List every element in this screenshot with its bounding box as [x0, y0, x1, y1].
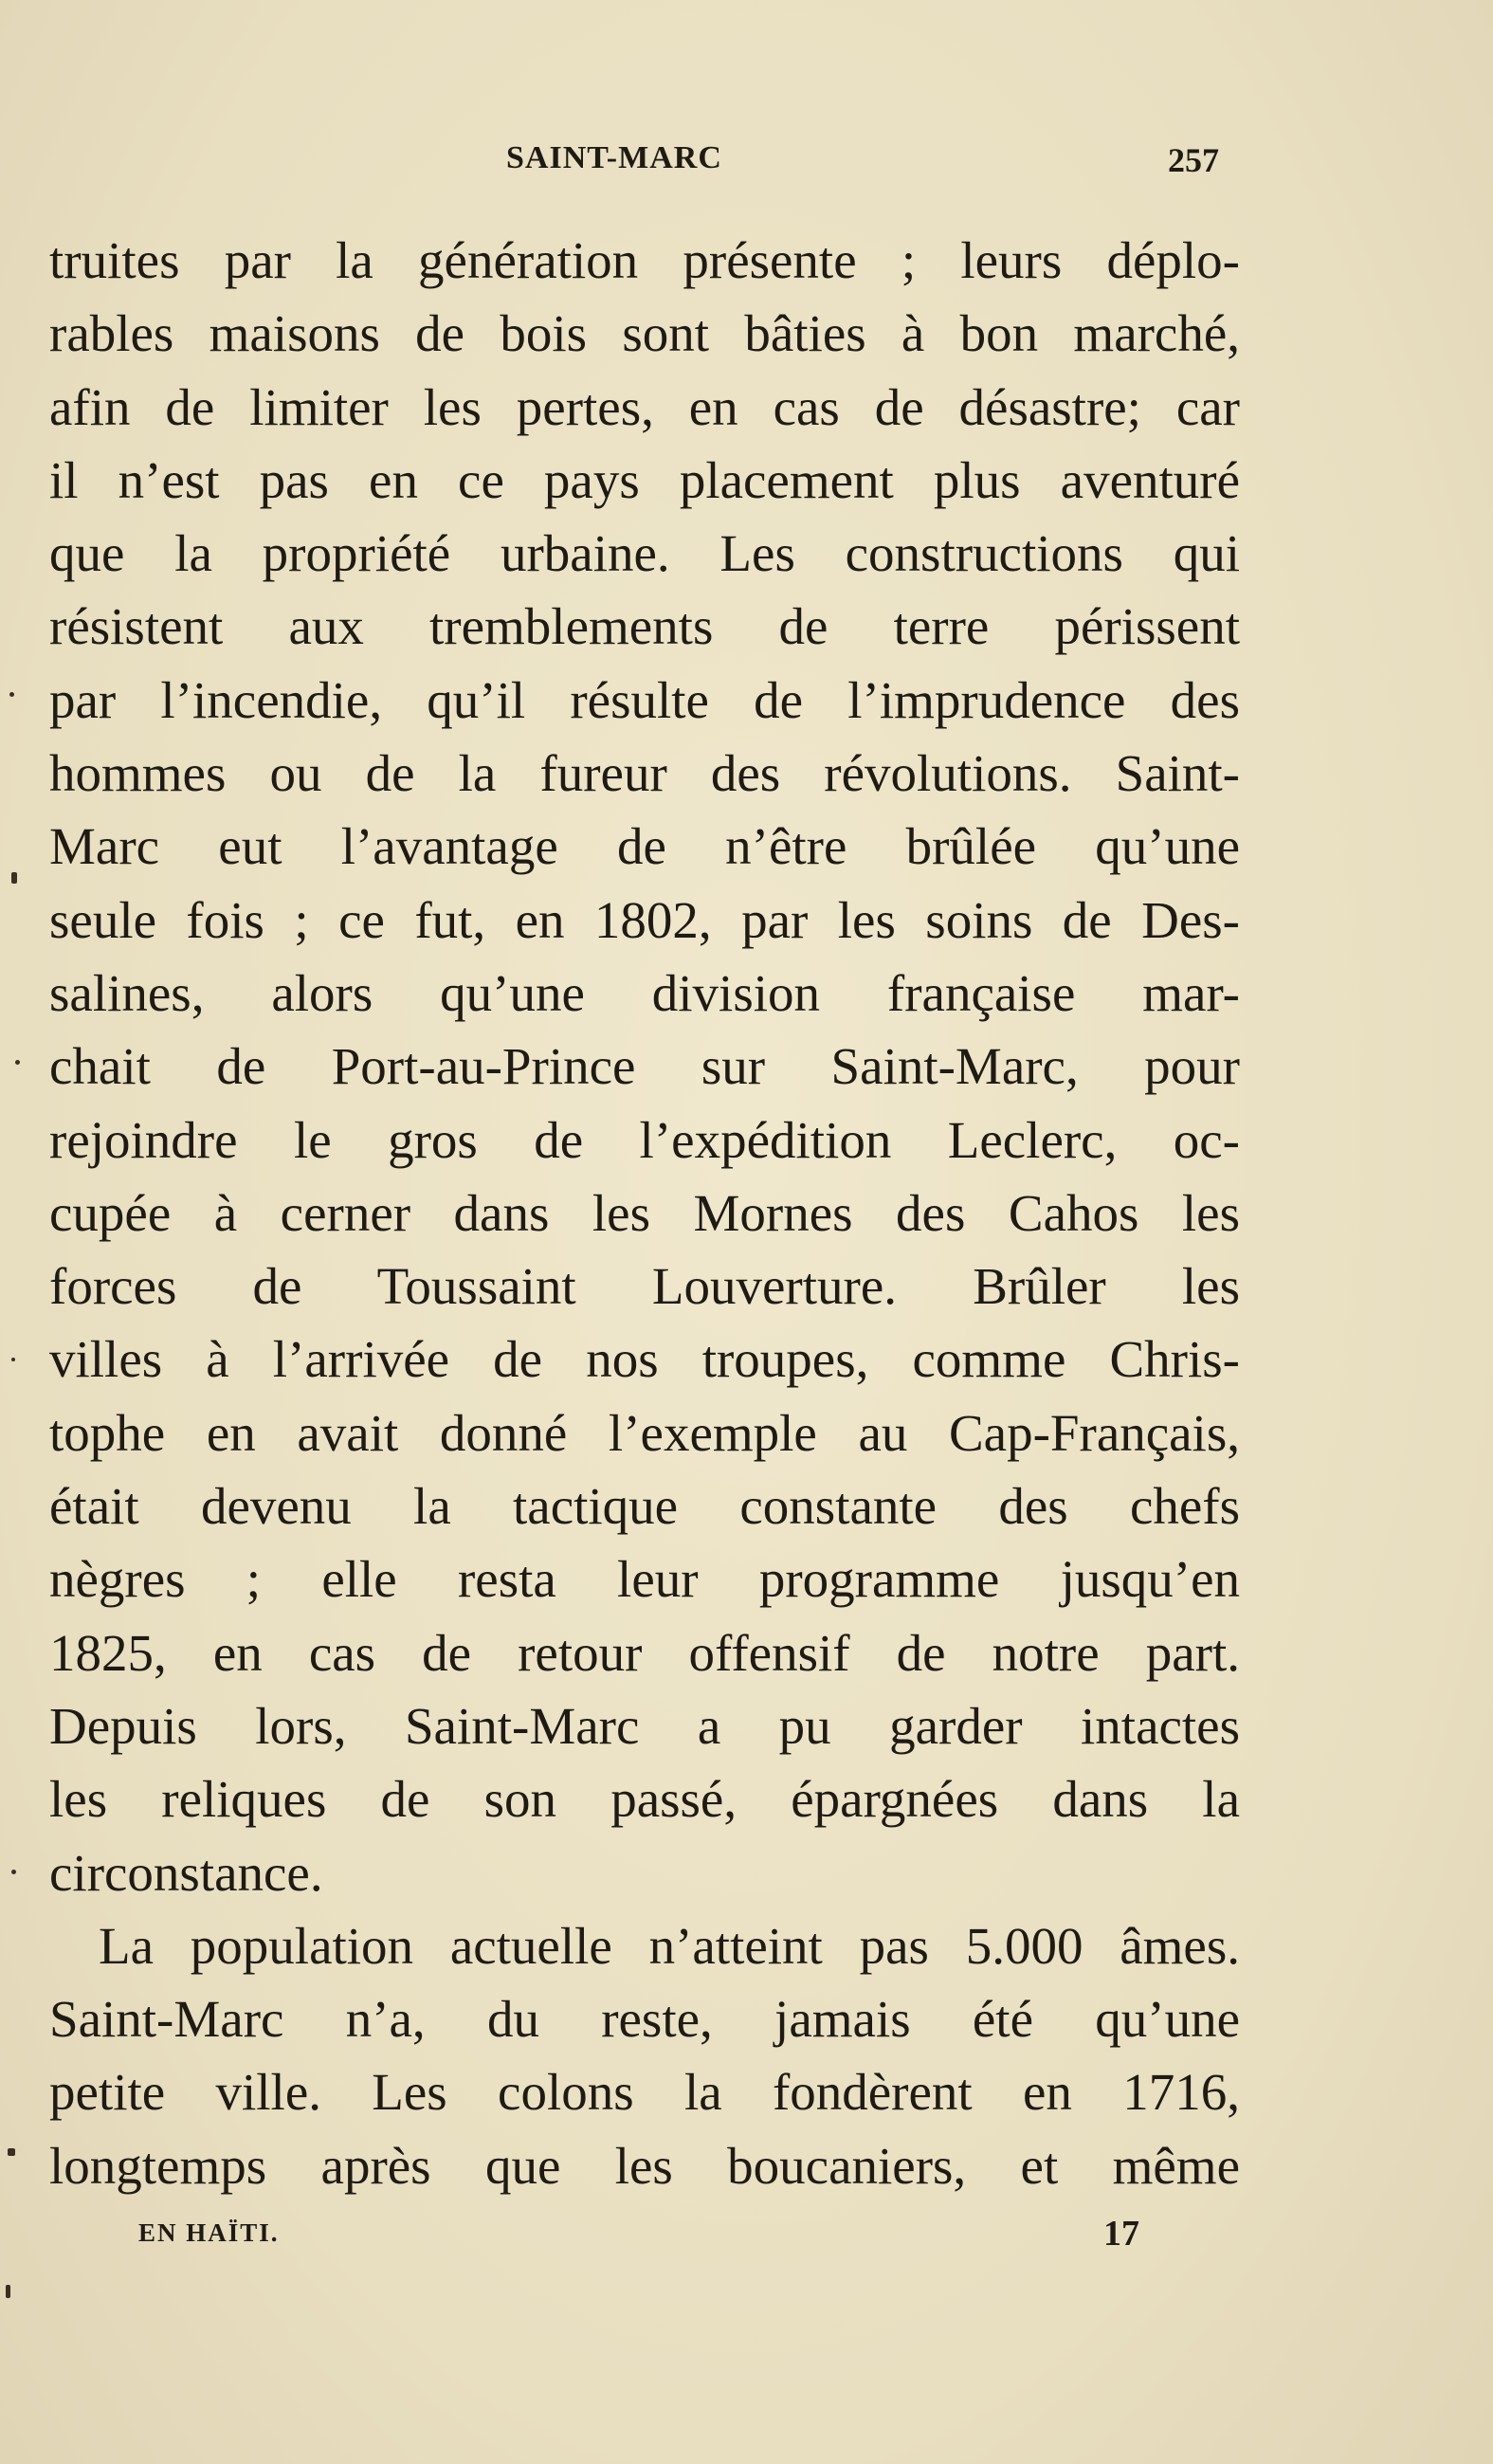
text-line: Saint-Marc n’a, du reste, jamais été qu’une [49, 1990, 1240, 2049]
ink-speck [11, 872, 17, 884]
paragraph-start-line: La population actuelle n’atteint pas 5.000 âmes. [99, 1916, 1240, 1975]
ink-speck [9, 692, 14, 697]
text-line: il n’est pas en ce pays placement plus aventuré [49, 450, 1240, 509]
text-line: rables maisons de bois sont bâties à bon marché, [49, 304, 1240, 363]
page-number: 257 [1168, 141, 1219, 179]
text-line: les reliques de son passé, épargnées dans la [49, 1770, 1240, 1829]
ink-speck [11, 1358, 15, 1361]
signature-row [0, 2214, 1493, 2266]
signature-number: 17 [1103, 2214, 1139, 2254]
text-line: 1825, en cas de retour offensif de notre part. [49, 1623, 1240, 1682]
ink-speck [8, 2148, 15, 2156]
text-line: résistent aux tremblements de terre périssent [49, 597, 1240, 656]
text-line: villes à l’arrivée de nos troupes, comme Chris- [49, 1330, 1240, 1389]
text-line: rejoindre le gros de l’expédition Leclerc, oc- [49, 1110, 1240, 1169]
text-line: salines, alors qu’une division française mar- [49, 963, 1240, 1022]
text-line: forces de Toussaint Louverture. Brûler les [49, 1257, 1240, 1316]
running-head [0, 140, 1493, 188]
text-line: cupée à cerner dans les Mornes des Cahos les [49, 1183, 1240, 1242]
ink-speck [15, 1060, 20, 1065]
text-line: hommes ou de la fureur des révolutions. Saint- [49, 744, 1240, 803]
text-line: Marc eut l’avantage de n’être brûlée qu’une [49, 817, 1240, 876]
text-line: circonstance. [49, 1843, 323, 1902]
ink-speck [6, 2285, 10, 2298]
text-line: longtemps après que les boucaniers, et même [49, 2136, 1240, 2195]
body-text [49, 224, 1240, 2202]
text-line: seule fois ; ce fut, en 1802, par les soins de Des- [49, 890, 1240, 949]
text-line: nègres ; elle resta leur programme jusqu’en [49, 1550, 1240, 1609]
ink-speck [11, 1870, 16, 1874]
text-line: tophe en avait donné l’exemple au Cap-Français, [49, 1403, 1240, 1462]
text-line: afin de limiter les pertes, en cas de désastre; car [49, 377, 1240, 436]
text-line: que la propriété urbaine. Les constructions qui [49, 524, 1240, 583]
text-line: était devenu la tactique constante des chefs [49, 1477, 1240, 1536]
text-line: par l’incendie, qu’il résulte de l’imprudence des [49, 670, 1240, 729]
signature-text: EN HAÏTI. [138, 2218, 280, 2247]
running-title: SAINT-MARC [506, 140, 722, 175]
text-line: chait de Port-au-Prince sur Saint-Marc, pour [49, 1037, 1240, 1096]
text-line: truites par la génération présente ; leurs déplo- [49, 231, 1240, 289]
text-line: petite ville. Les colons la fondèrent en 1716, [49, 2063, 1240, 2122]
text-line: Depuis lors, Saint-Marc a pu garder intactes [49, 1696, 1240, 1755]
